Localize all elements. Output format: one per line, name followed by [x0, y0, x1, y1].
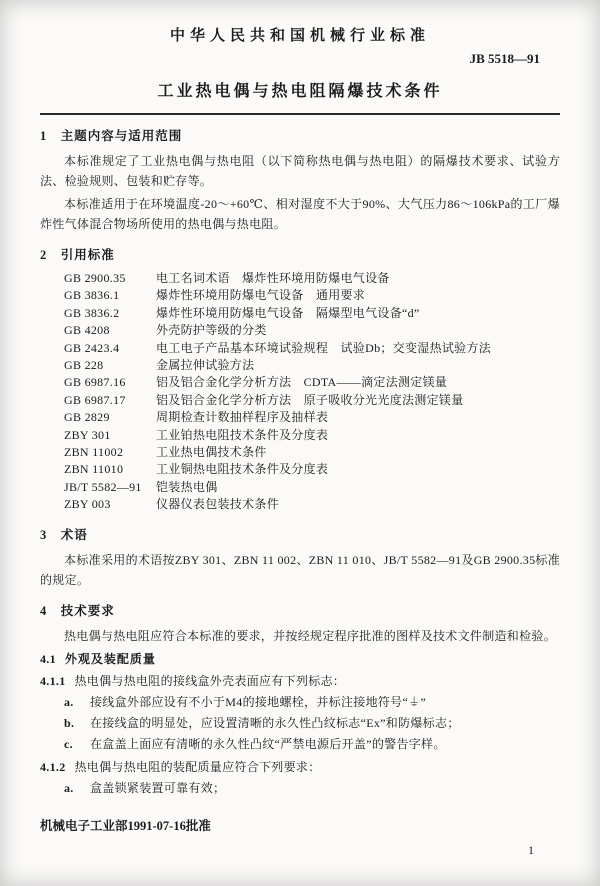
reference-row	[40, 409, 560, 426]
header-divider	[40, 113, 560, 115]
section-4-paragraph: 热电偶与热电阻应符合本标准的要求，并按经规定程序批准的图样及技术文件制造和检验。	[64, 628, 557, 643]
reference-code: GB 4208	[64, 323, 110, 338]
clause-4-1-title: 外观及装配质量	[64, 651, 156, 666]
reference-row	[40, 427, 560, 444]
section-4-heading: 4 技术要求	[40, 603, 115, 618]
section-1-heading: 1 主题内容与适用范围	[40, 129, 183, 143]
section-1-paragraph-1: 本标准规定了工业热电偶与热电阻（以下简称热电偶与热电阻）的隔爆技术要求、试验方法、检验规则、包装和贮存等。	[40, 154, 560, 188]
section-3-paragraph: 本标准采用的术语按ZBY 301、ZBN 11 002、ZBN 11 010、JB/T 5582—91及GB 2900.35标准的规定。	[40, 552, 560, 587]
reference-row	[40, 357, 560, 374]
item-text: 盒盖锁紧装置可靠有效；	[90, 780, 226, 795]
reference-code: GB 228	[64, 358, 104, 373]
item-label: b.	[64, 715, 75, 730]
reference-code: ZBN 11010	[64, 462, 124, 477]
reference-code: JB/T 5582—91	[64, 479, 142, 494]
reference-desc: 铝及铝合金化学分析方法 原子吸收分光光度法测定镁量	[156, 392, 464, 407]
reference-row	[40, 496, 560, 513]
reference-list	[40, 270, 560, 514]
reference-row	[40, 340, 560, 357]
reference-desc: 金属拉伸试验方法	[156, 358, 255, 373]
document-title: 工业热电偶与热电阻隔爆技术条件	[157, 83, 443, 100]
reference-row	[40, 287, 560, 304]
clause-4-1-number: 4.1	[40, 651, 56, 666]
item-label: a.	[64, 780, 74, 795]
reference-code: GB 2900.35	[64, 271, 126, 285]
reference-row	[40, 479, 560, 496]
standard-org-title: 中华人民共和国机械行业标准	[169, 28, 430, 44]
reference-desc: 电工电子产品基本环境试验规程 试验Db；交变湿热试验方法	[156, 340, 492, 355]
reference-row	[40, 374, 560, 391]
reference-code: GB 6987.17	[64, 392, 126, 407]
reference-desc: 工业热电偶技术条件	[156, 445, 267, 460]
item-label: c.	[64, 736, 73, 751]
reference-code: GB 6987.16	[64, 375, 126, 390]
clause-4-1-2-number: 4.1.2	[40, 759, 66, 774]
reference-code: GB 2423.4	[64, 340, 120, 355]
reference-desc: 工业铜热电阻技术条件及分度表	[156, 462, 329, 477]
clause-4-1-1-title: 热电偶与热电阻的接线盒外壳表面应有下列标志：	[74, 673, 346, 688]
item-text: 在接线盒的明显处，应设置清晰的永久性凸纹标志“Ex”和防爆标志；	[90, 715, 460, 730]
clause-4-1-2-title: 热电偶与热电阻的装配质量应符合下列要求：	[74, 759, 321, 774]
reference-code: ZBY 301	[64, 427, 111, 442]
list-item-a	[40, 692, 560, 712]
approval-note: 机械电子工业部1991-07-16批准	[40, 819, 211, 833]
reference-row	[40, 270, 560, 287]
list-item-a	[40, 778, 560, 798]
reference-row	[40, 305, 560, 322]
reference-row	[40, 322, 560, 339]
clause-4-1-2	[40, 758, 560, 776]
reference-desc: 爆炸性环境用防爆电气设备 隔爆型电气设备“d”	[156, 305, 420, 320]
section-3-heading: 3 术语	[40, 527, 88, 542]
reference-row	[40, 392, 560, 409]
reference-desc: 铝及铝合金化学分析方法 CDTA——滴定法测定镁量	[156, 375, 448, 390]
reference-code: GB 3836.2	[64, 305, 120, 320]
reference-code: GB 2829	[64, 410, 110, 425]
clause-4-1	[40, 650, 560, 668]
reference-desc: 工业铂热电阻技术条件及分度表	[156, 427, 329, 442]
reference-row	[40, 461, 560, 478]
reference-code: GB 3836.1	[64, 288, 120, 303]
list-item-c	[40, 734, 560, 754]
clause-4-1-1-number: 4.1.1	[40, 673, 66, 688]
reference-desc: 周期检查计数抽样程序及抽样表	[156, 410, 329, 425]
standard-number: JB 5518—91	[469, 51, 540, 66]
reference-desc: 爆炸性环境用防爆电气设备 通用要求	[156, 288, 366, 303]
reference-row	[40, 444, 560, 461]
item-label: a.	[64, 694, 74, 709]
item-text: 接线盒外部应设有不小于M4的接地螺栓，并标注接地符号“⏚”	[90, 694, 427, 709]
reference-code: ZBN 11002	[64, 445, 124, 460]
reference-code: ZBY 003	[64, 497, 111, 512]
reference-desc: 电工名词术语 爆炸性环境用防爆电气设备	[156, 271, 390, 285]
list-item-b	[40, 713, 560, 733]
item-text: 在盒盖上面应有清晰的永久性凸纹“严禁电源后开盖”的警告字样。	[90, 736, 446, 751]
reference-desc: 铠装热电偶	[156, 479, 218, 494]
page-number: 1	[528, 843, 534, 857]
reference-desc: 仪器仪表包装技术条件	[156, 497, 280, 512]
reference-desc: 外壳防护等级的分类	[156, 323, 267, 338]
section-2-heading: 2 引用标准	[40, 248, 115, 262]
clause-4-1-1	[40, 672, 560, 690]
section-1-paragraph-2: 本标准适用于在环境温度-20～+60℃、相对湿度不大于90%、大气压力86～106kPa的工厂爆炸性气体混合物场所使用的热电偶与热电阻。	[40, 197, 560, 231]
